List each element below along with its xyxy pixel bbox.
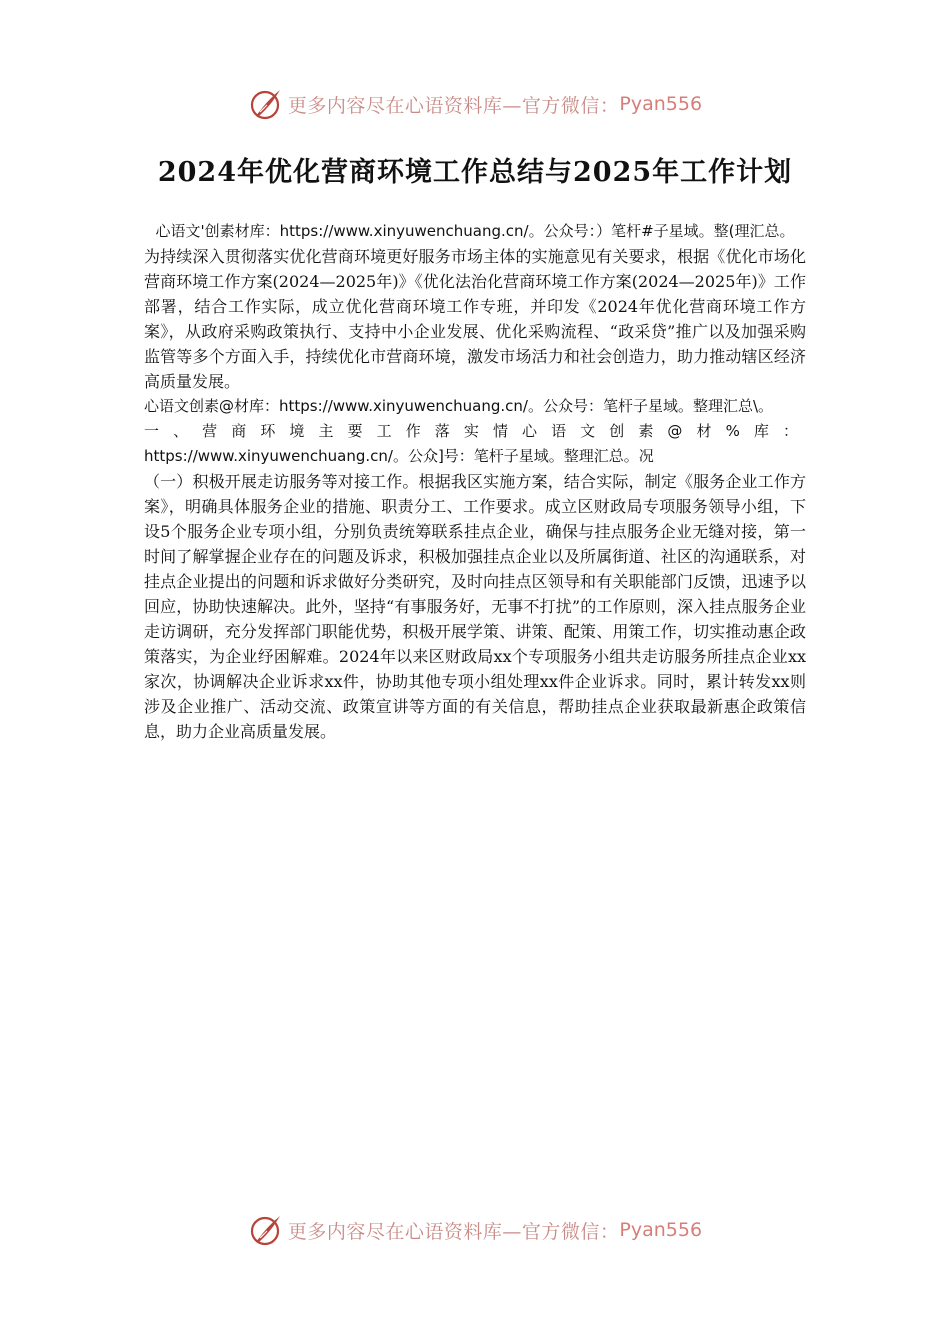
document-title: 2024年优化营商环境工作总结与2025年工作计划 [157,157,793,188]
section-heading-prefix: 一、营商环境主要工作落实情心语文创素@材%库： [144,422,806,440]
quill-pen-logo-icon [248,1212,284,1248]
section-heading-url: https://www.xinyuwenchuang.cn/。公众]号：笔杆子星域。整理汇总。况 [144,447,654,465]
header-banner [0,84,950,124]
footer-banner [0,1210,950,1250]
document-body [144,219,806,744]
paragraph-1: （一）积极开展走访服务等对接工作。根据我区实施方案，结合实际，制定《服务企业工作方案》，明确具体服务企业的措施、职责分工、工作要求。成立区财政局专项服务领导小组，下设5个服务企业专项小组，分别负责统筹联系挂点企业，确保与挂点服务企业无缝对接，第一时间了解掌握企业存在的问题及诉求，积极加强挂点企业以及所属街道、社区的沟通联系，对挂点企业提出的问题和诉求做好分类研究，及时向挂点区领导和有关职能部门反馈，迅速予以回应，协助快速解决。此外，坚持“有事服务好，无事不打扰”的工作原则，深入挂点服务企业走访调研，充分发挥部门职能优势，积极开展学策、讲策、配策、用策工作，切实推动惠企政策落实，为企业纾困解难。2024年以来区财政局xx个专项服务小组共走访服务所挂点企业xx家次，协调解决企业诉求xx件，协助其他专项小组处理xx件企业诉求。同时，累计转发xx则涉及企业推广、活动交流、政策宣讲等方面的有关信息，帮助挂点企业获取最新惠企政策信息，助力企业高质量发展。 [144,472,806,741]
intro-paragraph: 为持续深入贯彻落实优化营商环境更好服务市场主体的实施意见有关要求，根据《优化市场化营商环境工作方案(2024—2025年)》《优化法治化营商环境工作方案(2024—2025年)》工作部署，结合工作实际，成立优化营商环境工作专班，并印发《2024年优化营商环境工作方案》，从政府采购政策执行、支持中小企业发展、优化采购流程、“政采贷”推广以及加强采购监管等多个方面入手，持续优化市营商环境，激发市场活力和社会创造力，助力推动辖区经济高质量发展。 [144,247,806,391]
banner-text: 更多内容尽在心语资料库—官方微信： [287,1220,620,1243]
banner-wechat-handle: Pyan556 [619,1219,703,1241]
source-line: 心语文'创素材库：https://www.xinyuwenchuang.cn/。公众号：）笔杆#子星域。整(理汇总。 [155,222,795,240]
banner-text: 更多内容尽在心语资料库—官方微信： [287,94,620,117]
source-line-2: 心语文创素@材库：https://www.xinyuwenchuang.cn/。公众号：笔杆子星域。整理汇总\。 [144,397,774,415]
quill-pen-logo-icon [248,86,284,122]
section-heading [144,419,806,469]
banner-wechat-handle: Pyan556 [619,93,703,115]
